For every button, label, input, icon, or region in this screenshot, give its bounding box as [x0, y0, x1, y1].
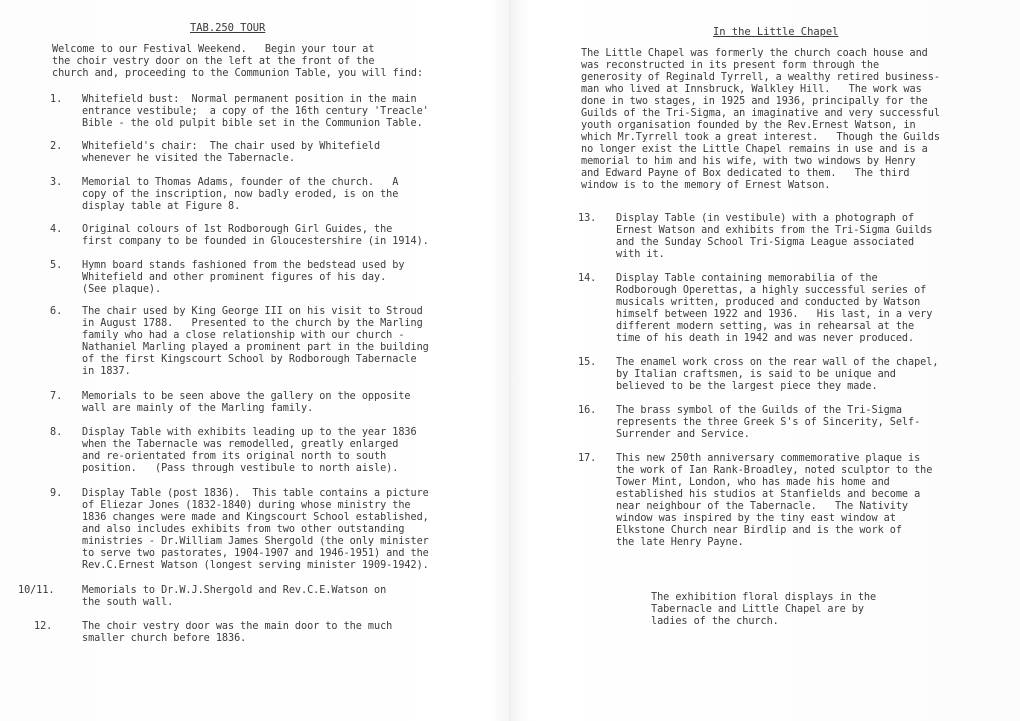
list-item-14 [578, 273, 933, 344]
list-item-15 [578, 357, 939, 405]
item-text: Display Table (in vestibule) with a photograph of Ernest Watson and exhibits from the Tri-Sigma Guilds and the Sunday School Tri-Sigma League associated with it. [616, 213, 933, 260]
item-text: The brass symbol of the Guilds of the Tri-Sigma represents the three Greek S's of Sincerity, Self- Surrender and Service. [616, 405, 921, 440]
item-text: Memorials to Dr.W.J.Shergold and Rev.C.E.Watson on the south wall. [82, 585, 387, 608]
item-number: 14. [578, 273, 597, 284]
list-item-17 [578, 453, 933, 548]
item-number: 9. [50, 488, 63, 499]
item-number: 7. [50, 391, 63, 402]
list-item-9 [50, 488, 429, 571]
closing-note: The exhibition floral displays in the Tabernacle and Little Chapel are by ladies of the church. [651, 592, 877, 627]
item-text: The enamel work cross on the rear wall of the chapel, by Italian craftsmen, is said to be unique and believed to be the largest piece they made. [616, 357, 939, 392]
intro-paragraph-left: Welcome to our Festival Weekend. Begin your tour at the choir vestry door on the left at the front of the church and, proceeding to the Communion Table, you will find: [52, 44, 424, 79]
list-item-5 [50, 260, 405, 308]
item-text: Memorial to Thomas Adams, founder of the church. A copy of the inscription, now badly eroded, is on the display table at Figure 8. [82, 177, 399, 212]
list-item-6 [50, 306, 429, 377]
center-fold [509, 0, 511, 721]
item-number: 12. [34, 621, 53, 632]
list-item-3 [50, 177, 399, 225]
item-number: 3. [50, 177, 63, 188]
item-text: Whitefield bust: Normal permanent position in the main entrance vestibule; a copy of the 16th century 'Treacle' Bible - the old pulpit bible set in the Communion Table. [82, 94, 429, 129]
list-item-16 [578, 405, 921, 453]
item-text: Memorials to be seen above the gallery on the opposite wall are mainly of the Marling family. [82, 391, 411, 414]
item-number: 10/11. [18, 585, 55, 596]
item-number: 5. [50, 260, 63, 271]
intro-paragraph-right: The Little Chapel was formerly the church coach house and was reconstructed in its present form through the generosity of Reginald Tyrrell, a wealthy retired business- man who lived at Innsbruck, Walkley Hill. The work was done in two stages, in 1925 and 1936, principally for the Guilds of the Tri-Sigma, an imaginative and very successful youth organisation founded by the Rev.Ernest Watson, in which Mr.Tyrrell took a great interest. Though the Guilds no longer exist the Little Chapel remains in use and is a memorial to him and his wife, with two windows by Henry and Edward Payne of Box dedicated to them. The third window is to the memory of Ernest Watson. [581, 48, 940, 191]
item-text: Display Table (post 1836). This table contains a picture of Eliezar Jones (1832-1840) during whose ministry the 1836 changes were made and Kingscourt School established, and also includes exhibits from two other outstanding ministries - Dr.William James Shergold (the only minister to serve two pastorates, 1904-1907 and 1946-1951) and the Rev.C.Ernest Watson (longest serving minister 1909-1942). [82, 488, 429, 571]
item-text: Original colours of 1st Rodborough Girl Guides, the first company to be founded in Gloucestershire (in 1914). [82, 224, 429, 247]
item-text: Display Table containing memorabilia of the Rodborough Operettas, a highly successful series of musicals written, produced and conducted by Watson himself between 1922 and 1936. His last, in a very different modern setting, was in rehearsal at the time of his death in 1942 and was never produced. [616, 273, 933, 344]
list-item-1 [50, 94, 429, 142]
list-item-8 [50, 427, 417, 475]
item-text: The choir vestry door was the main door to the much smaller church before 1836. [82, 621, 393, 644]
item-text: This new 250th anniversary commemorative plaque is the work of Ian Rank-Broadley, noted sculptor to the Tower Mint, London, who has made his home and established his studios at Stanfields and become a near neighbour of the Tabernacle. The Nativity window was inspired by the tiny east window at Elkstone Church near Birdlip and is the work of the late Henry Payne. [616, 453, 933, 548]
item-number: 17. [578, 453, 597, 464]
page-title-left: TAB.250 TOUR [190, 22, 266, 34]
item-number: 15. [578, 357, 597, 368]
list-item-13 [578, 213, 933, 261]
item-number: 1. [50, 94, 63, 105]
item-number: 16. [578, 405, 597, 416]
item-number: 6. [50, 306, 63, 317]
item-text: Whitefield's chair: The chair used by Whitefield whenever he visited the Tabernacle. [82, 141, 381, 164]
item-number: 13. [578, 213, 597, 224]
list-item-12 [34, 621, 393, 669]
item-number: 2. [50, 141, 63, 152]
page-title-right: In the Little Chapel [713, 26, 839, 38]
item-number: 4. [50, 224, 63, 235]
item-number: 8. [50, 427, 63, 438]
item-text: Display Table with exhibits leading up to the year 1836 when the Tabernacle was remodelled, greatly enlarged and re-orientated from its original north to south position. (Pass through vestibule to north aisle). [82, 427, 417, 474]
item-text: Hymn board stands fashioned from the bedstead used by Whitefield and other prominent figures of his day. (See plaque). [82, 260, 405, 295]
item-text: The chair used by King George III on his visit to Stroud in August 1788. Presented to the church by the Marling family who had a close relationship with our church - Nathaniel Marling played a prominent part in the building of the first Kingscourt School by Rodborough Tabernacle in 1837. [82, 306, 429, 377]
